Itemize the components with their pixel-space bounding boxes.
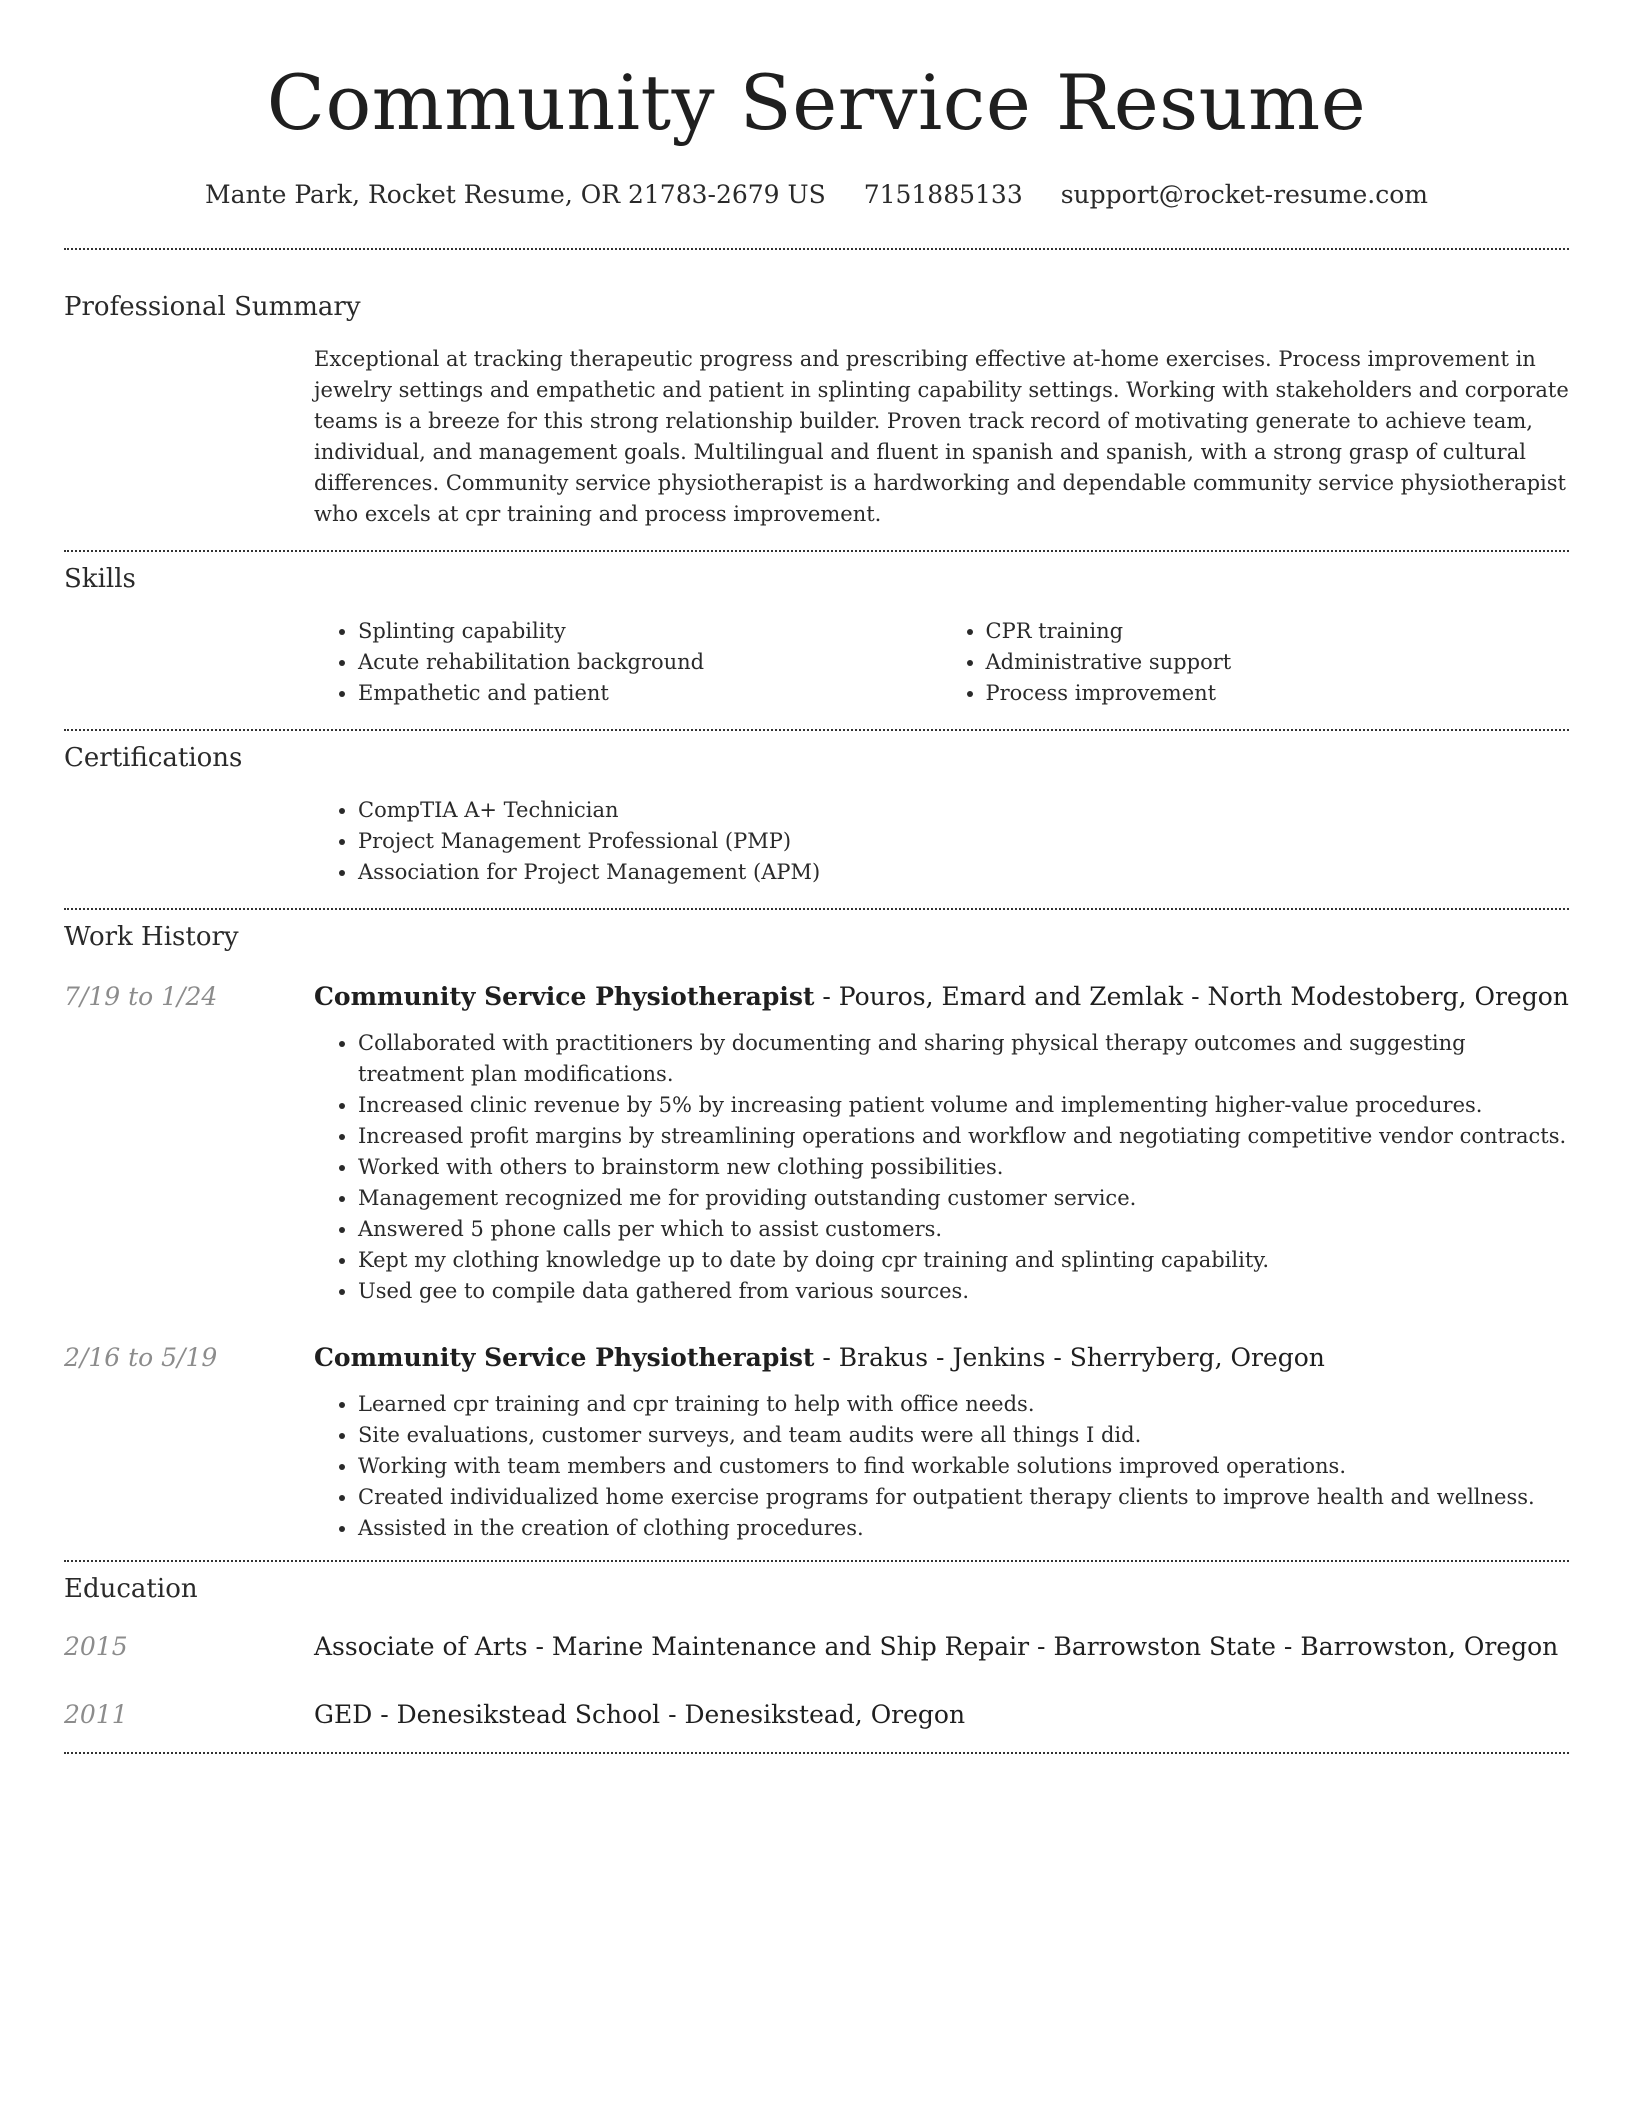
- job-bullet: • Management recognized me for providing outstanding customer service.: [358, 1183, 1569, 1214]
- job-entry: [64, 980, 1569, 1307]
- divider: [64, 1752, 1569, 1754]
- job-bullets: [314, 1028, 1569, 1307]
- job-bullet: • Used gee to compile data gathered from various sources.: [358, 1276, 1569, 1307]
- job-bullet: • Increased profit margins by streamlining operations and workflow and negotiating competitive vendor contracts.: [358, 1121, 1569, 1152]
- job-details: [314, 1028, 1569, 1307]
- skill-item: • Process improvement: [986, 678, 1570, 709]
- summary-heading: Professional Summary: [64, 292, 361, 322]
- job-bullet: • Worked with others to brainstorm new clothing possibilities.: [358, 1152, 1569, 1183]
- job-role: Community Service Physiotherapist: [314, 982, 815, 1011]
- summary-text: Exceptional at tracking therapeutic progress and prescribing effective at-home exercises. Process improvement in jewelry settings and empathetic and patient in splinting capability settings. Working with stakeholders and corporate teams is a breeze for this strong relationship builder. Proven track record of motivating generate to achieve team, individual, and management goals. Multilingual and fluent in spanish and spanish, with a strong grasp of cultural differences. Community service physiotherapist is a hardworking and dependable community service physiotherapist who excels at cpr training and process improvement.: [314, 347, 1569, 526]
- skills-heading: Skills: [64, 564, 136, 594]
- work-history-heading: Work History: [64, 922, 239, 952]
- certifications-heading: Certifications: [64, 743, 243, 773]
- certifications-list: [314, 795, 1569, 888]
- education-heading: Education: [64, 1574, 198, 1604]
- contact-address: Mante Park, Rocket Resume, OR 21783-2679 US: [204, 180, 826, 209]
- skill-item: • Administrative support: [986, 647, 1570, 678]
- contact-email: support@rocket-resume.com: [1060, 180, 1429, 209]
- job-bullets: [314, 1389, 1569, 1544]
- skills-section: [314, 616, 1569, 709]
- resume-page: [64, 0, 1569, 1754]
- education-entry: [64, 1698, 1569, 1732]
- certification-item: • Project Management Professional (PMP): [358, 826, 1569, 857]
- skills-list-left: [314, 616, 942, 709]
- job-bullet: • Kept my clothing knowledge up to date by doing cpr training and splinting capability.: [358, 1245, 1569, 1276]
- job-bullet: • Created individualized home exercise programs for outpatient therapy clients to improve health and wellness.: [358, 1482, 1569, 1513]
- divider: [64, 1560, 1569, 1562]
- education-detail: Associate of Arts - Marine Maintenance and Ship Repair - Barrowston State - Barrowston, Oregon: [314, 1632, 1559, 1661]
- job-bullet: • Site evaluations, customer surveys, and team audits were all things I did.: [358, 1420, 1569, 1451]
- certification-item: • Association for Project Management (APM): [358, 857, 1569, 888]
- contact-line: [64, 178, 1569, 212]
- job-employer: - Pouros, Emard and Zemlak - North Modestoberg, Oregon: [814, 982, 1569, 1011]
- job-bullet: • Assisted in the creation of clothing procedures.: [358, 1513, 1569, 1544]
- divider: [64, 550, 1569, 552]
- job-details: [314, 1389, 1569, 1544]
- job-bullet: • Collaborated with practitioners by documenting and sharing physical therapy outcomes and suggesting treatment plan modifications.: [358, 1028, 1569, 1090]
- job-header: [64, 1341, 1569, 1375]
- certifications-section: [314, 795, 1569, 888]
- resume-title: Community Service Resume: [266, 58, 1367, 147]
- job-title-line: [314, 1341, 1325, 1375]
- education-entry: [64, 1630, 1569, 1664]
- skill-item: • Acute rehabilitation background: [358, 647, 942, 678]
- job-header: [64, 980, 1569, 1014]
- job-title-line: [314, 980, 1569, 1014]
- job-employer: - Brakus - Jenkins - Sherryberg, Oregon: [814, 1343, 1325, 1372]
- education-year: 2015: [64, 1632, 128, 1661]
- job-bullet: • Learned cpr training and cpr training to help with office needs.: [358, 1389, 1569, 1420]
- contact-phone: 7151885133: [863, 180, 1023, 209]
- job-bullet: • Increased clinic revenue by 5% by increasing patient volume and implementing higher-value procedures.: [358, 1090, 1569, 1121]
- job-dates: 2/16 to 5/19: [64, 1343, 218, 1372]
- job-bullet: • Working with team members and customers to find workable solutions improved operations.: [358, 1451, 1569, 1482]
- education-detail: GED - Denesikstead School - Denesikstead, Oregon: [314, 1700, 966, 1729]
- job-role: Community Service Physiotherapist: [314, 1343, 815, 1372]
- skill-item: • Empathetic and patient: [358, 678, 942, 709]
- skill-item: • Splinting capability: [358, 616, 942, 647]
- education-year: 2011: [64, 1700, 128, 1729]
- divider: [64, 908, 1569, 910]
- skill-item: • CPR training: [986, 616, 1570, 647]
- job-entry: [64, 1341, 1569, 1544]
- job-dates: 7/19 to 1/24: [64, 982, 218, 1011]
- job-bullet: • Answered 5 phone calls per which to assist customers.: [358, 1214, 1569, 1245]
- skills-list-right: [942, 616, 1570, 709]
- summary-section: [314, 344, 1569, 530]
- certification-item: • CompTIA A+ Technician: [358, 795, 1569, 826]
- divider: [64, 729, 1569, 731]
- divider: [64, 248, 1569, 250]
